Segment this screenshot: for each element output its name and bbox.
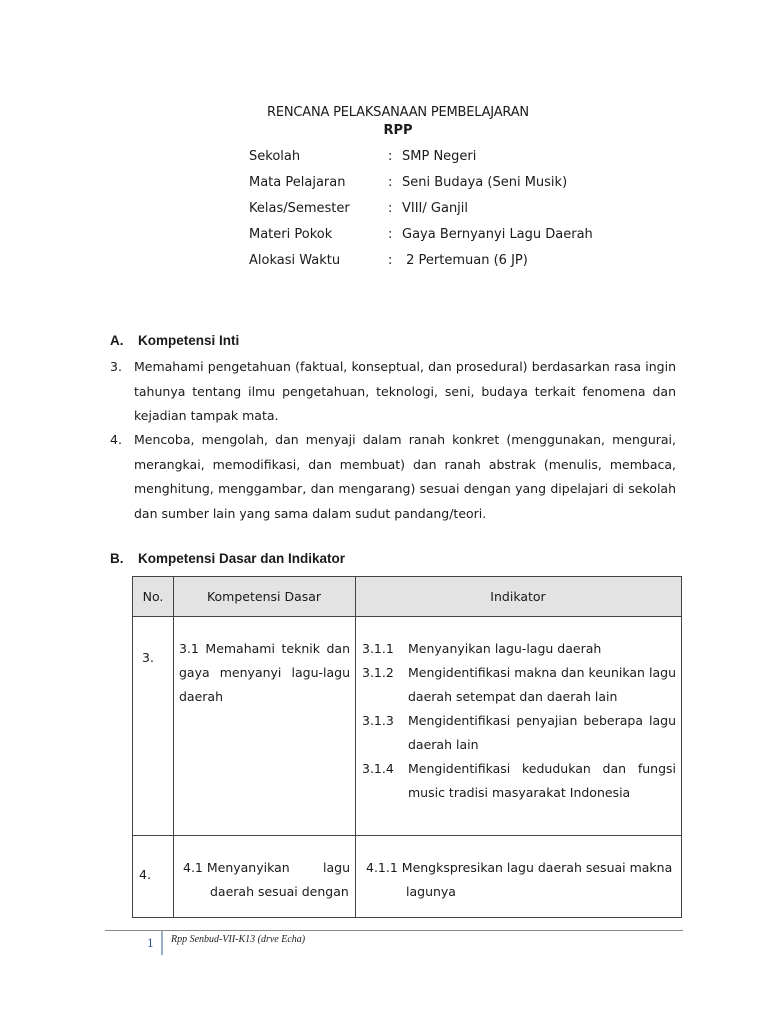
section-title: Kompetensi Dasar dan Indikator [138,551,346,566]
footer-text: Rpp Senbud-VII-K13 (drve Echa) [171,934,306,945]
indikator-text: lagunya [406,884,456,899]
info-colon: : [388,227,393,242]
indikator-number: 3.1.3 [362,713,394,728]
info-label: Mata Pelajaran [249,175,346,190]
header-indikator: Indikator [490,589,546,604]
indikator-number: 3.1.1 [362,641,394,656]
kd-text: lagu [323,860,350,875]
info-value: Gaya Bernyanyi Lagu Daerah [402,227,593,242]
kd-text: daerah sesuai dengan [210,884,349,899]
page-number: 1 [147,937,154,950]
table-cell-no: 3. [142,650,154,665]
info-colon: : [388,175,393,190]
info-value: 2 Pertemuan (6 JP) [402,253,528,268]
document-title: RENCANA PELAKSANAAN PEMBELAJARAN [267,105,529,120]
info-value: SMP Negeri [402,149,477,164]
item-text: Memahami pengetahuan (faktual, konseptual, dan prosedural) berdasarkan rasa ingin tahunya tentang ilmu pengetahuan, teknologi, seni, budaya terkait fenomena dan kejadian tampak mata. [134,359,676,423]
indikator-text: Menyanyikan lagu-lagu daerah [408,641,602,656]
indikator-text: 4.1.1 Mengkspresikan lagu daerah sesuai makna [366,860,673,875]
info-label: Sekolah [249,149,301,164]
indikator-item [362,709,676,757]
footer-divider [161,931,163,955]
indikator-number: 3.1.2 [362,665,394,680]
header-no: No. [142,589,164,604]
item-number: 3. [110,359,122,374]
kd-text: 4.1 Menyanyikan [183,860,290,875]
table-divider [133,835,681,836]
info-colon: : [388,149,393,164]
info-label: Kelas/Semester [249,201,350,216]
indikator-item [362,661,676,709]
info-colon: : [388,253,393,268]
section-a-heading [110,333,239,348]
info-label: Alokasi Waktu [249,253,341,268]
indikator-item [362,637,676,661]
kompetensi-table [132,576,682,918]
document-subtitle: RPP [383,123,413,138]
indikator-number: 3.1.4 [362,761,394,776]
indikator-text: Mengidentifikasi penyajian beberapa lagu daerah lain [408,713,676,752]
info-value: VIII/ Ganjil [402,201,469,216]
table-cell-kd [183,856,350,904]
section-title: Kompetensi Inti [138,333,240,348]
table-divider [355,577,356,917]
indikator-text: Mengidentifikasi kedudukan dan fungsi music tradisi masyarakat Indonesia [408,761,676,800]
info-value: Seni Budaya (Seni Musik) [402,175,568,190]
table-divider [173,577,174,917]
table-cell-indikator [362,637,676,805]
kompetensi-inti-item [110,355,676,429]
kompetensi-inti-item [110,428,676,526]
section-b-heading [110,551,345,566]
info-colon: : [388,201,393,216]
item-number: 4. [110,432,122,447]
section-letter: A. [110,333,124,348]
header-kompetensi-dasar: Kompetensi Dasar [206,589,322,604]
indikator-item [362,757,676,805]
info-label: Materi Pokok [249,227,333,242]
table-cell-kd: 3.1 Memahami teknik dan gaya menyanyi lagu-lagu daerah [179,641,350,704]
table-cell-indikator [366,856,678,904]
item-text: Mencoba, mengolah, dan menyaji dalam ranah konkret (menggunakan, mengurai, merangkai, memodifikasi, dan membuat) dan ranah abstrak (menulis, membaca, menghitung, menggambar, dan mengarang) sesuai dengan yang dipelajari di sekolah dan sumber lain yang sama dalam sudut pandang/teori. [134,432,676,521]
indikator-text: Mengidentifikasi makna dan keunikan lagu daerah setempat dan daerah lain [408,665,676,704]
table-cell-no: 4. [139,867,151,882]
section-letter: B. [110,551,124,566]
footer-rule [105,930,683,931]
